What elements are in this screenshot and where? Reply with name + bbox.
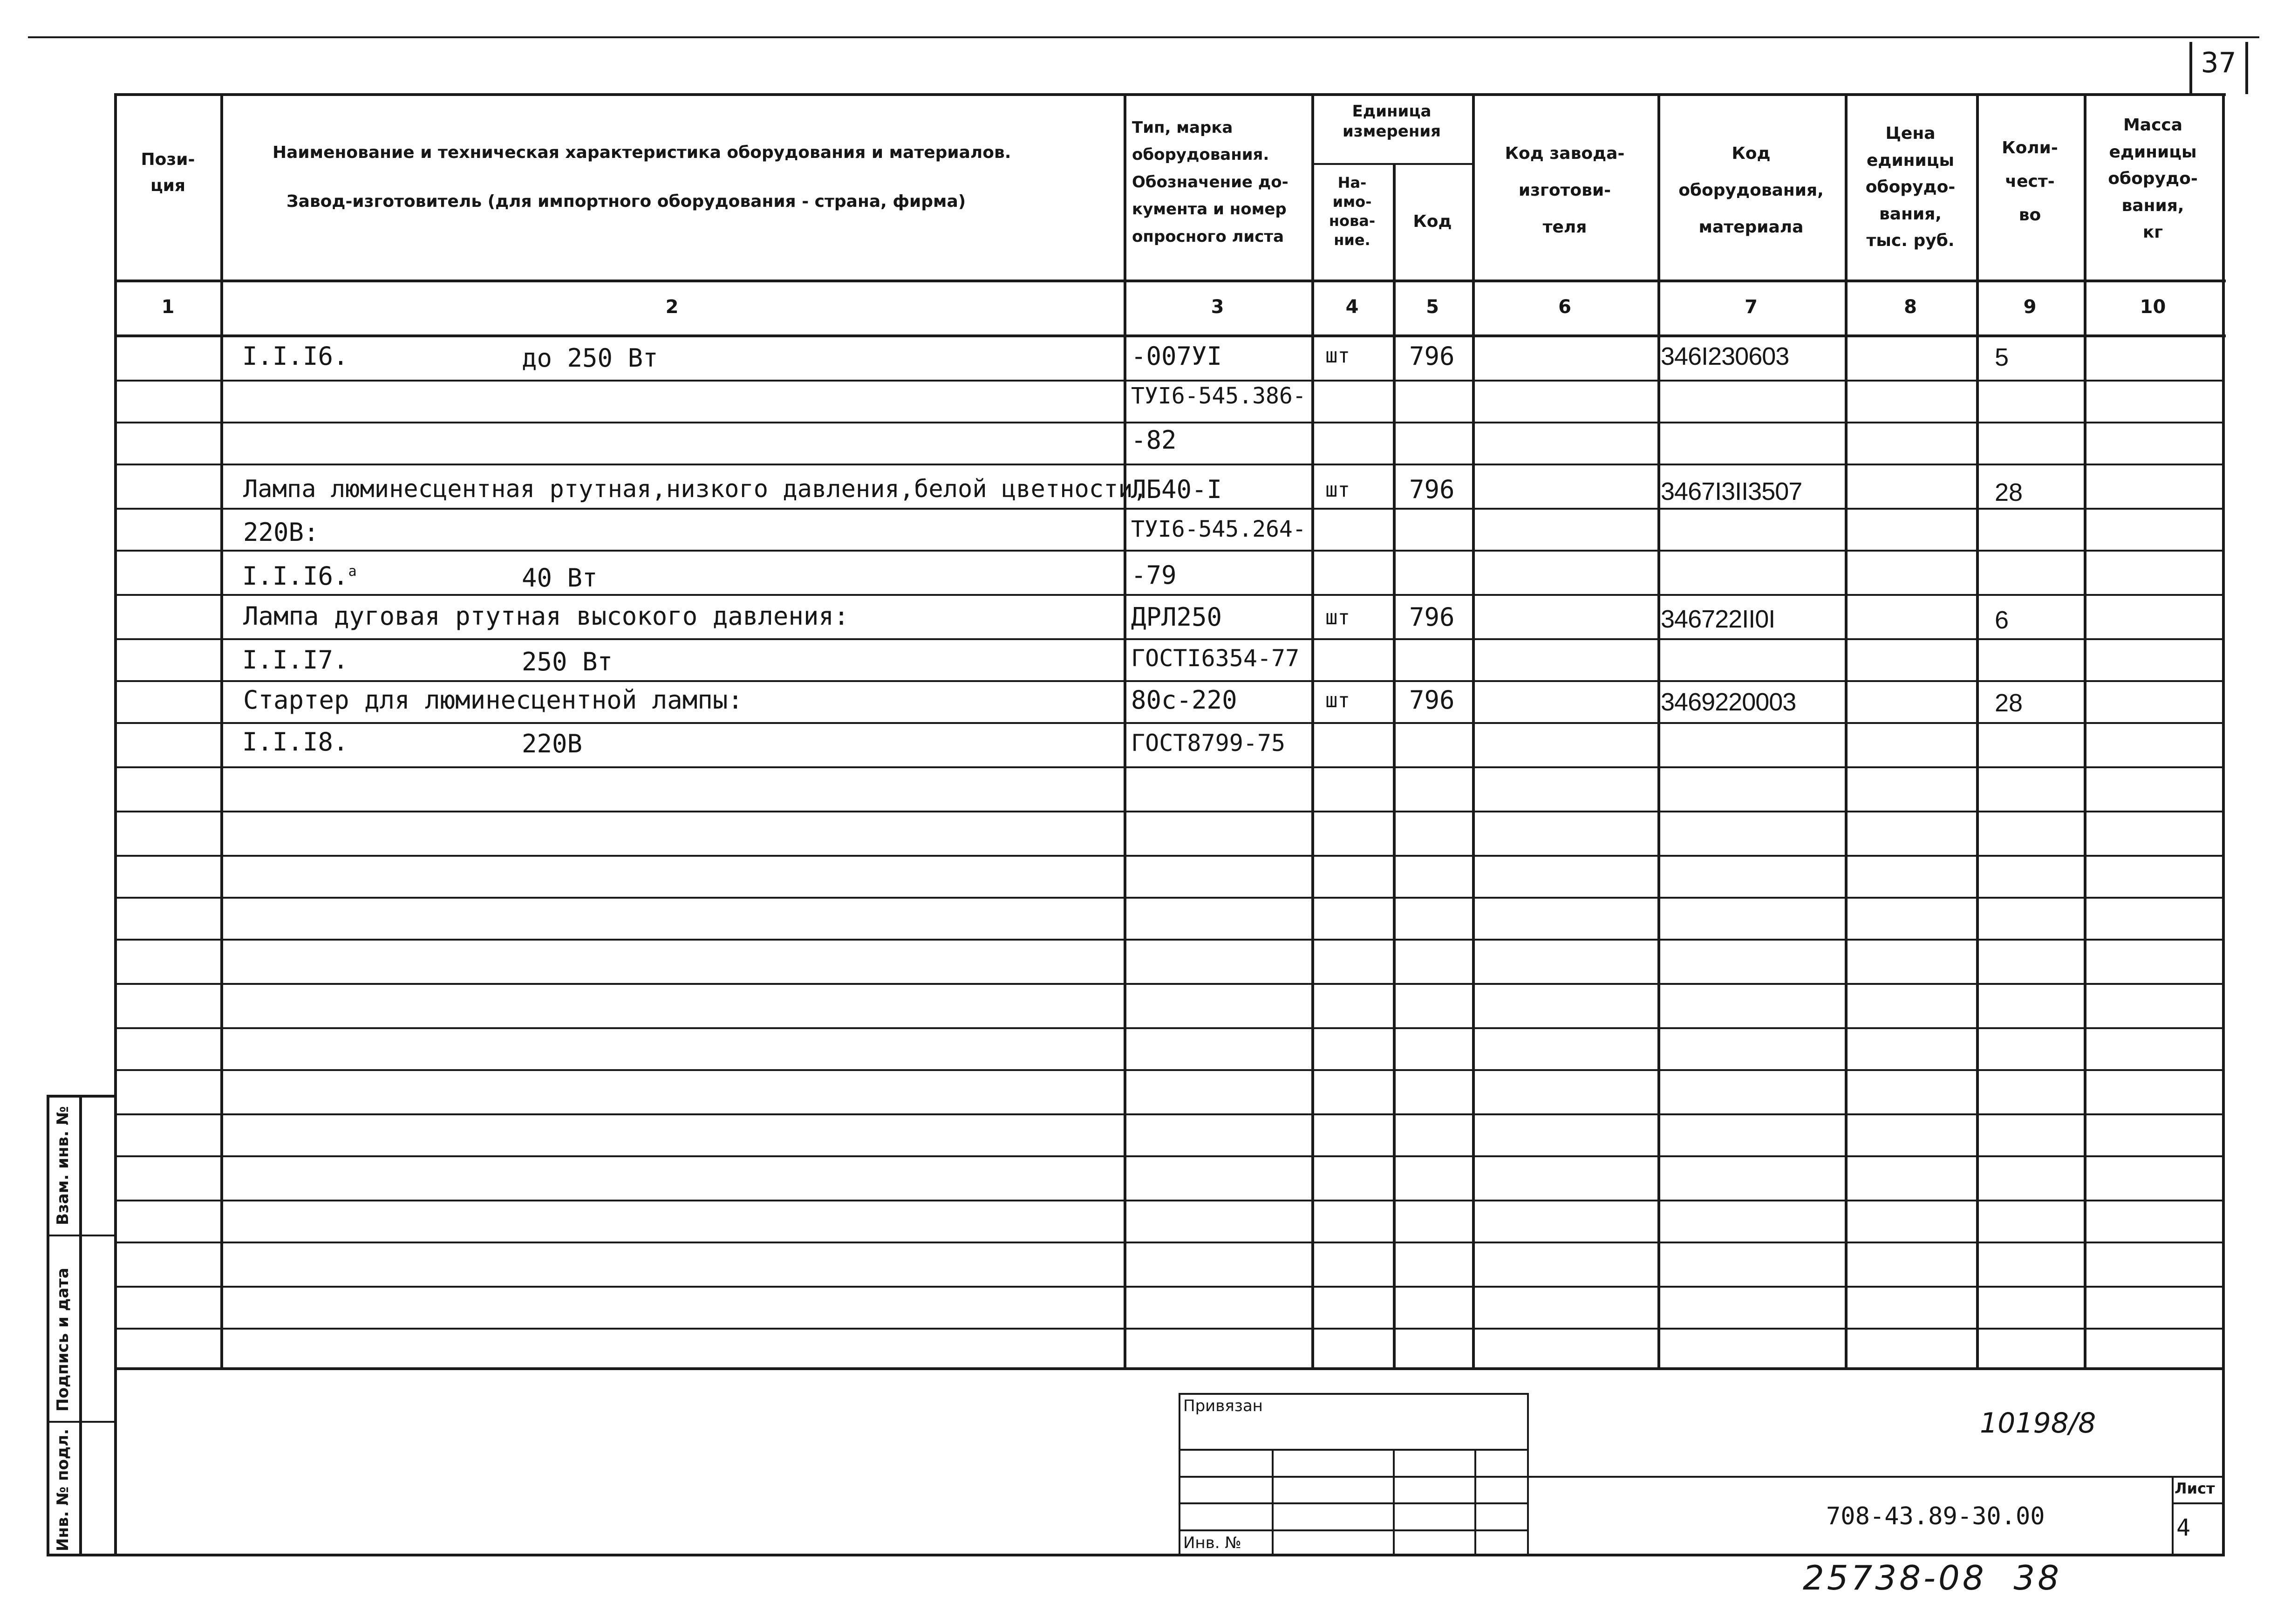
header-name-line2: Завод-изготовитель (для импортного оборудования - страна, фирма)	[286, 192, 966, 211]
col-number-3: 3	[1211, 296, 1224, 318]
row-type: ГОСТ8799-75	[1131, 730, 1286, 757]
row-type: -007УI	[1131, 341, 1222, 371]
row-unit: шт	[1325, 606, 1350, 629]
row-type: ГОСТI6354-77	[1131, 645, 1300, 672]
side-stamp-podpis-data: Подпись и дата	[54, 1268, 72, 1412]
document-code: 708-43.89-30.00	[1826, 1502, 2045, 1530]
header-bottom-line	[116, 280, 2226, 282]
col-numbers-bottom-line	[116, 334, 2226, 337]
row-unit: шт	[1325, 478, 1350, 502]
row-quantity: 28	[1995, 478, 2023, 506]
header-type: Тип, марка оборудования. Обозначение до- кумента и номер опросного листа	[1132, 118, 1289, 246]
col-number-5: 5	[1426, 296, 1439, 318]
frame-right-border	[2222, 93, 2225, 1556]
handwritten-reference: 10198/8	[1980, 1407, 2096, 1440]
sheet-box-left	[2189, 42, 2192, 94]
row-line	[116, 594, 2223, 596]
col-number-6: 6	[1558, 296, 1571, 318]
inv-no-label: Инв. №	[1183, 1534, 1241, 1552]
row-line	[116, 1200, 2223, 1201]
row-line	[116, 855, 2223, 857]
privyazan-box-top	[1179, 1393, 1528, 1395]
row-name: 40 Вт	[522, 563, 598, 593]
row-line	[116, 811, 2223, 812]
table-body-bottom-line	[116, 1367, 2225, 1370]
list-box-left	[2172, 1476, 2174, 1555]
row-type: ЛБ40-I	[1131, 475, 1222, 504]
row-unit: шт	[1325, 689, 1350, 712]
row-name: до 250 Вт	[522, 343, 658, 373]
row-name: 250 Вт	[522, 647, 613, 676]
row-unit-code: 796	[1409, 341, 1455, 371]
col-number-4: 4	[1345, 296, 1359, 318]
side-stamp-sep2	[47, 1421, 116, 1423]
col-line-4	[1393, 163, 1396, 1367]
bottom-stamp-number: 25738-08 38	[1803, 1558, 2062, 1597]
row-unit-code: 796	[1409, 685, 1455, 715]
row-line	[116, 1027, 2223, 1029]
col-line-9	[2084, 93, 2086, 1367]
row-line	[116, 983, 2223, 985]
row-unit-code: 796	[1409, 602, 1455, 632]
row-line	[116, 897, 2223, 899]
col-line-7	[1845, 93, 1848, 1367]
col-number-7: 7	[1745, 296, 1758, 318]
side-stamp-divider	[79, 1095, 82, 1555]
row-line	[116, 550, 2223, 552]
row-line	[116, 1113, 2223, 1115]
row-quantity: 5	[1995, 343, 2009, 371]
row-material-code: 346722II0I	[1661, 605, 1775, 633]
col-number-8: 8	[1904, 296, 1917, 318]
row-type: ТУI6-545.386-	[1131, 383, 1306, 409]
list-label: Лист	[2175, 1480, 2215, 1497]
unit-group-line	[1311, 163, 1472, 165]
list-number: 4	[2176, 1514, 2191, 1541]
row-position: I.I.I6.	[242, 341, 348, 371]
row-line	[116, 1155, 2223, 1157]
row-type: 80с-220	[1131, 685, 1237, 715]
header-price: Цена единицы оборудо- вания, тыс. руб.	[1865, 124, 1956, 251]
side-stamp-top	[47, 1095, 116, 1098]
privyazan-label: Привязан	[1183, 1397, 1263, 1415]
col-line-6	[1657, 93, 1660, 1367]
row-name: 220В	[522, 729, 583, 758]
col-line-5	[1472, 93, 1475, 1367]
header-equipment-code: Код оборудования, материала	[1678, 144, 1824, 237]
row-line	[116, 1242, 2223, 1243]
row-unit: шт	[1325, 344, 1350, 368]
row-line	[116, 464, 2223, 465]
col-line-3	[1311, 93, 1314, 1367]
frame-bottom-border	[47, 1554, 2225, 1556]
sheet-number: 37	[2201, 47, 2236, 79]
row-line	[116, 638, 2223, 640]
row-quantity: 28	[1995, 689, 2023, 717]
row-name: Стартер для люминесцентной лампы:	[243, 685, 743, 715]
row-line	[116, 508, 2223, 510]
side-stamp-sep1	[47, 1235, 116, 1236]
privyazan-col2	[1393, 1449, 1395, 1555]
row-position: I.I.I8.	[242, 727, 348, 757]
row-line	[116, 380, 2223, 382]
header-quantity: Коли- чест- во	[2002, 138, 2058, 225]
row-line	[116, 1328, 2223, 1330]
row-material-code: 3469220003	[1661, 688, 1796, 716]
side-stamp-vzam-inv: Взам. инв. №	[54, 1106, 72, 1225]
row-line	[116, 1286, 2223, 1288]
row-position: I.I.I6.$^а$	[242, 561, 357, 591]
header-maker-code: Код завода- изготови- теля	[1505, 144, 1625, 237]
col-number-10: 10	[2140, 296, 2166, 318]
col-line-2	[1124, 93, 1126, 1367]
col-line-8	[1976, 93, 1979, 1367]
row-line	[116, 939, 2223, 941]
row-material-code: 3467I3II3507	[1661, 478, 1802, 505]
row-unit-code: 796	[1409, 475, 1455, 504]
header-unit-name: На- имо- нова- ние.	[1329, 174, 1376, 249]
privyazan-col1	[1272, 1449, 1274, 1555]
row-line	[116, 422, 2223, 423]
col-number-1: 1	[161, 296, 175, 318]
row-line	[116, 680, 2223, 682]
col-number-2: 2	[665, 296, 679, 318]
header-mass: Масса единицы оборудо- вания, кг	[2108, 116, 2198, 242]
col-line-1	[220, 93, 223, 1367]
top-border-line	[28, 36, 2259, 38]
row-type: ТУI6-545.264-	[1131, 516, 1306, 542]
row-line	[116, 1069, 2223, 1071]
row-name: Лампа дуговая ртутная высокого давления:	[243, 601, 849, 631]
side-stamp-inv-podl: Инв. № подл.	[54, 1428, 72, 1551]
table-top-border	[116, 93, 2226, 96]
title-block-top	[1527, 1476, 2223, 1478]
row-line	[116, 766, 2223, 768]
sheet-box-right	[2245, 42, 2248, 94]
row-quantity: 6	[1995, 606, 2009, 634]
row-position: I.I.I7.	[242, 645, 348, 675]
row-type: -82	[1131, 425, 1177, 455]
row-type: -79	[1131, 560, 1177, 590]
header-position: Пози- ция	[141, 150, 195, 195]
row-type: ДРЛ250	[1131, 602, 1222, 632]
row-position-mark: а	[348, 563, 357, 580]
row-name: 220В:	[243, 518, 319, 547]
row-line	[116, 722, 2223, 724]
row-name: Лампа люминесцентная ртутная,низкого давления,белой цветности,	[243, 475, 1148, 503]
col-number-9: 9	[2023, 296, 2037, 318]
row-material-code: 346I230603	[1661, 342, 1789, 370]
side-stamp-left	[47, 1095, 49, 1555]
header-unit-group: Единица измерения	[1343, 102, 1441, 141]
list-box-sep	[2172, 1502, 2223, 1504]
header-name-line1: Наименование и техническая характеристика оборудования и материалов.	[273, 143, 1011, 162]
header-unit-code: Код	[1413, 212, 1452, 231]
privyazan-col3	[1474, 1449, 1476, 1555]
